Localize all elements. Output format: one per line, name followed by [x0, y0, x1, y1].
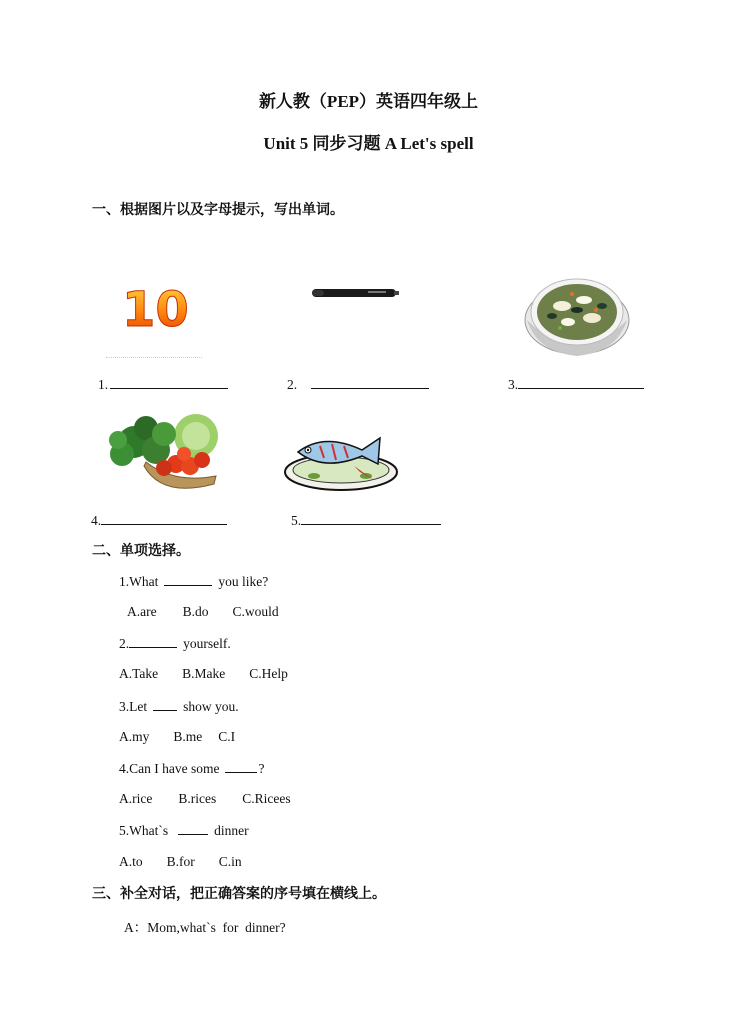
- question-5: [119, 822, 249, 839]
- item-4-number: 4.: [91, 513, 102, 528]
- question-2-stem: 2.: [119, 636, 130, 651]
- question-4-option-a[interactable]: A.rice: [119, 791, 153, 806]
- question-3-option-a[interactable]: A.my: [119, 729, 150, 744]
- question-2-option-a[interactable]: A.Take: [119, 666, 159, 681]
- question-2-options: [119, 666, 288, 682]
- question-4-blank[interactable]: [225, 760, 257, 773]
- question-2-stem-end: yourself.: [183, 636, 231, 651]
- question-2-option-c[interactable]: C.Help: [249, 666, 288, 681]
- question-4-stem-end: ?: [258, 761, 265, 776]
- question-5-stem: 5.What`s: [119, 823, 169, 838]
- page-subtitle: Unit 5 同步习题 A Let's spell: [263, 134, 474, 153]
- question-3-blank[interactable]: [153, 698, 177, 711]
- question-2: [119, 635, 231, 652]
- question-1-option-b[interactable]: B.do: [182, 604, 209, 619]
- page-title: 新人教（PEP）英语四年级上: [258, 92, 479, 111]
- question-3-stem-end: show you.: [183, 699, 239, 714]
- question-3-option-c[interactable]: C.I: [218, 729, 236, 744]
- dialog-line-a: A：Mom,what`s for dinner?: [124, 920, 286, 935]
- question-1-options: [127, 604, 279, 620]
- question-4: [119, 760, 264, 777]
- question-2-blank[interactable]: [129, 635, 177, 648]
- soup-bowl-image: [522, 270, 632, 358]
- answer-line-5[interactable]: [291, 510, 441, 529]
- question-1-blank[interactable]: [164, 573, 212, 586]
- image-1-underline: [106, 357, 202, 358]
- item-3-number: 3.: [508, 377, 519, 392]
- vegetables-basket-image: [104, 406, 220, 496]
- question-1-stem-end: you like?: [218, 574, 269, 589]
- question-2-option-b[interactable]: B.Make: [182, 666, 226, 681]
- answer-line-4[interactable]: [91, 510, 227, 529]
- question-5-blank[interactable]: [178, 822, 208, 835]
- pen-image: [310, 286, 400, 300]
- question-3-options: [119, 729, 235, 745]
- question-1-option-c[interactable]: C.would: [232, 604, 279, 619]
- question-3-stem: 3.Let: [119, 699, 148, 714]
- question-4-stem: 4.Can I have some: [119, 761, 220, 776]
- number-ten-image: [118, 282, 189, 338]
- section-1-heading: 一、根据图片以及字母提示，写出单词。: [92, 202, 344, 218]
- question-1: [119, 573, 268, 590]
- question-5-options: [119, 854, 242, 870]
- question-3: [119, 698, 239, 715]
- section-3-heading: 三、补全对话，把正确答案的序号填在横线上。: [92, 886, 386, 902]
- answer-line-2[interactable]: [287, 374, 429, 393]
- question-5-option-a[interactable]: A.to: [119, 854, 143, 869]
- question-5-stem-end: dinner: [214, 823, 249, 838]
- question-1-stem: 1.What: [119, 574, 159, 589]
- question-5-option-b[interactable]: B.for: [166, 854, 195, 869]
- question-3-option-b[interactable]: B.me: [173, 729, 203, 744]
- answer-line-1[interactable]: [98, 374, 228, 393]
- item-2-number: 2.: [287, 377, 298, 392]
- question-4-options: [119, 791, 291, 807]
- question-4-option-b[interactable]: B.rices: [178, 791, 217, 806]
- section-2-heading: 二、单项选择。: [92, 543, 190, 559]
- item-5-number: 5.: [291, 513, 302, 528]
- item-1-number: 1.: [98, 377, 109, 392]
- number-ten-text: 10: [122, 282, 189, 338]
- question-5-option-c[interactable]: C.in: [218, 854, 242, 869]
- answer-line-3[interactable]: [508, 374, 644, 393]
- question-1-option-a[interactable]: A.are: [127, 604, 157, 619]
- question-4-option-c[interactable]: C.Ricees: [242, 791, 291, 806]
- fish-dish-image: [284, 432, 398, 492]
